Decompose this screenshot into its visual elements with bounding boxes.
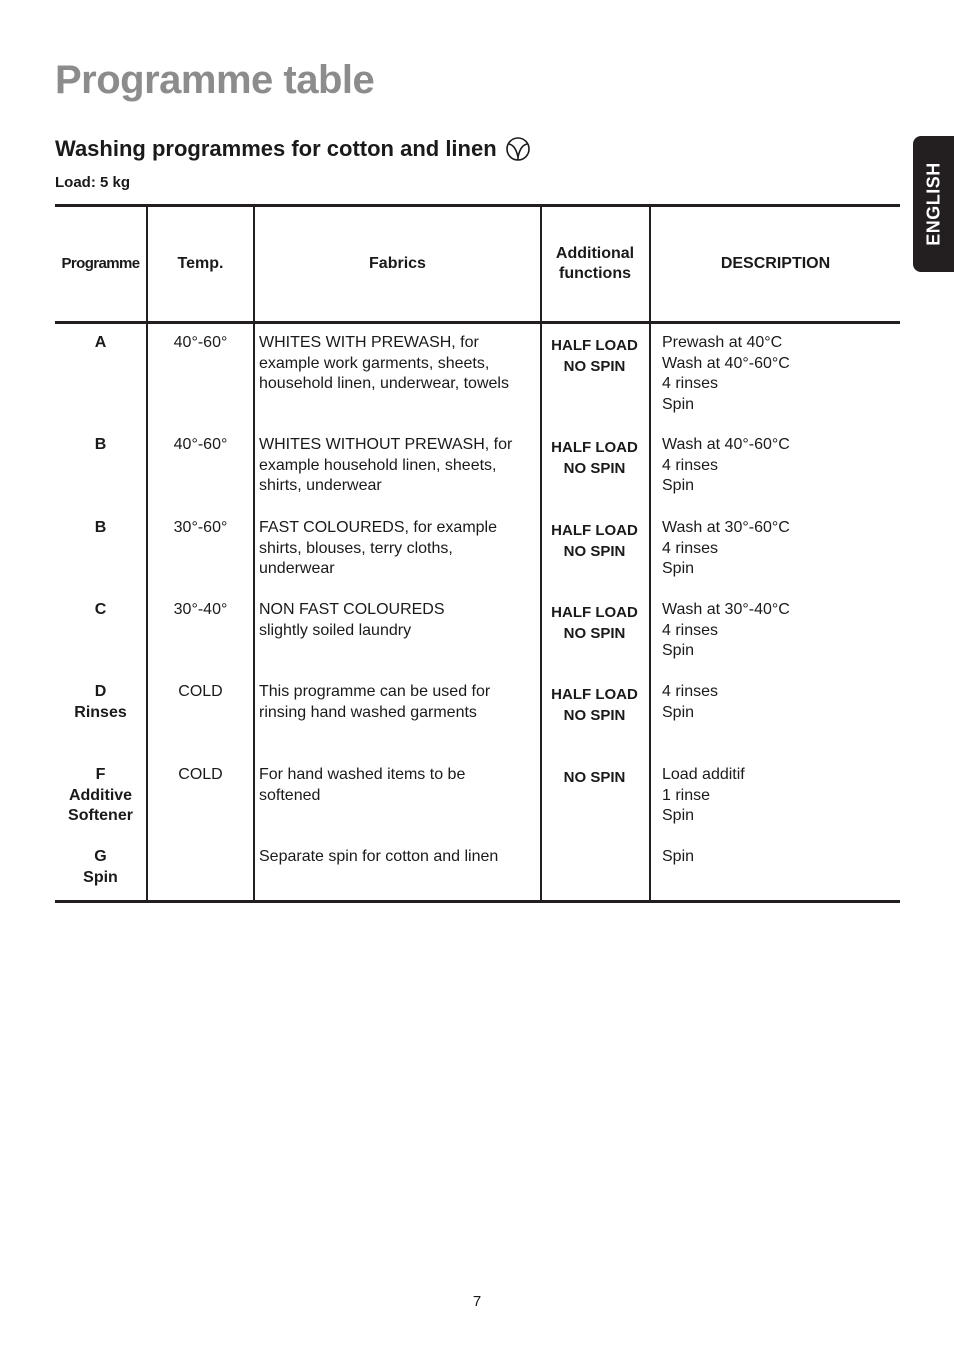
cell-line: WHITES WITH PREWASH, for (259, 334, 479, 351)
cell-line: 4 rinses (662, 456, 719, 474)
cell-programme (55, 847, 146, 888)
cell-programme (55, 682, 146, 723)
cell-programme (55, 600, 146, 621)
cell-line: F (95, 766, 106, 783)
cell-line: For hand washed items to be (259, 766, 466, 783)
cell-line: HALF LOAD (551, 686, 638, 703)
header-divider (55, 321, 900, 324)
cell-line: Spin (662, 642, 695, 660)
cell-line: NO SPIN (563, 460, 626, 477)
cell-line: NO SPIN (563, 358, 626, 375)
cell-line: C (94, 601, 107, 618)
cell-line: HALF LOAD (551, 522, 638, 539)
cell-programme (55, 333, 146, 354)
cell-fabrics (259, 333, 539, 395)
cell-line: Load additif (662, 766, 745, 783)
cell-line: Separate spin for cotton and linen (259, 848, 499, 865)
cell-line: NO SPIN (563, 707, 626, 724)
cell-description (662, 682, 897, 723)
cell-line: Spin (662, 560, 695, 578)
header-description: DESCRIPTION (720, 255, 831, 272)
cell-line: HALF LOAD (551, 439, 638, 456)
cell-fabrics (259, 847, 539, 868)
header-temp: Temp. (177, 255, 224, 272)
cell-programme (55, 435, 146, 456)
cell-line: B (94, 519, 107, 536)
cell-line: A (94, 334, 107, 351)
section-title-text: Washing programmes for cotton and linen (55, 136, 497, 161)
cell-line: HALF LOAD (551, 604, 638, 621)
cell-line: Wash at 30°-60°C (662, 519, 790, 536)
cell-line: Rinses (74, 703, 127, 721)
cell-fabrics (259, 600, 539, 641)
cell-line: Wash at 40°-60°C (662, 354, 790, 372)
cell-line: example household linen, sheets, (259, 456, 497, 474)
cell-description (662, 600, 897, 662)
cell-description (662, 518, 897, 580)
programme-table (55, 204, 900, 903)
cell-additional-functions (542, 602, 647, 644)
cell-line: Spin (662, 703, 695, 721)
cell-line: household linen, underwear, towels (259, 375, 509, 393)
cell-line: 4 rinses (662, 539, 719, 557)
cell-line: NON FAST COLOUREDS (259, 601, 445, 618)
cell-fabrics (259, 435, 539, 497)
page-title: Programme table (55, 58, 375, 102)
cell-programme (55, 518, 146, 539)
cell-line: shirts, blouses, terry cloths, (259, 539, 453, 557)
cell-additional-functions (542, 437, 647, 479)
cell-line: rinsing hand washed garments (259, 703, 477, 721)
header-additional-functions: Additional functions (555, 245, 635, 282)
cell-additional-functions (542, 767, 647, 788)
section-title (55, 136, 531, 162)
cell-line: example work garments, sheets, (259, 354, 490, 372)
cell-line: HALF LOAD (551, 337, 638, 354)
cell-additional-functions (542, 520, 647, 562)
cell-line: Spin (662, 477, 695, 495)
cell-description (662, 435, 897, 497)
cell-temp: COLD (178, 683, 223, 700)
cell-temp: 40°-60° (173, 334, 228, 351)
cell-description (662, 847, 897, 868)
cell-fabrics (259, 765, 539, 806)
cell-line: WHITES WITHOUT PREWASH, for (259, 436, 513, 453)
cell-line: 4 rinses (662, 375, 719, 393)
cell-additional-functions (542, 335, 647, 377)
cell-line: 4 rinses (662, 683, 719, 700)
cell-line: NO SPIN (563, 543, 626, 560)
cell-line: B (94, 436, 107, 453)
cell-line: Softener (68, 807, 133, 825)
cell-line: Prewash at 40°C (662, 334, 783, 351)
cell-description (662, 765, 897, 827)
cell-line: NO SPIN (563, 625, 626, 642)
language-tab (913, 136, 954, 272)
cell-line: NO SPIN (563, 769, 626, 786)
cell-line: softened (259, 786, 321, 804)
cell-line: 4 rinses (662, 621, 719, 639)
cell-line: underwear (259, 560, 335, 578)
cell-line: 1 rinse (662, 786, 711, 804)
cell-line: D (94, 683, 107, 700)
cotton-flower-icon (505, 136, 531, 162)
cell-additional-functions (542, 684, 647, 726)
cell-description (662, 333, 897, 416)
header-fabrics: Fabrics (369, 255, 426, 272)
cell-line: shirts, underwear (259, 477, 382, 495)
header-programme: Programme (61, 255, 140, 272)
cell-line: slightly soiled laundry (259, 621, 412, 639)
cell-programme (55, 765, 146, 827)
cell-line: Spin (83, 868, 118, 886)
load-capacity: Load: 5 kg (55, 174, 131, 191)
cell-line: Spin (662, 396, 695, 414)
cell-line: Wash at 40°-60°C (662, 436, 790, 453)
cell-fabrics (259, 682, 539, 723)
cell-line: Spin (662, 807, 695, 825)
cell-fabrics (259, 518, 539, 580)
cell-line: FAST COLOUREDS, for example (259, 519, 497, 536)
cell-line: Additive (68, 786, 133, 804)
cell-temp: COLD (178, 766, 223, 783)
language-tab-label: ENGLISH (923, 162, 943, 246)
cell-temp: 30°-40° (173, 601, 228, 618)
cell-line: Wash at 30°-40°C (662, 601, 790, 618)
page-number: 7 (472, 1293, 482, 1310)
cell-temp: 30°-60° (173, 519, 228, 536)
cell-line: Spin (662, 848, 695, 865)
cell-line: This programme can be used for (259, 683, 491, 700)
cell-temp: 40°-60° (173, 436, 228, 453)
cell-line: G (94, 848, 107, 865)
